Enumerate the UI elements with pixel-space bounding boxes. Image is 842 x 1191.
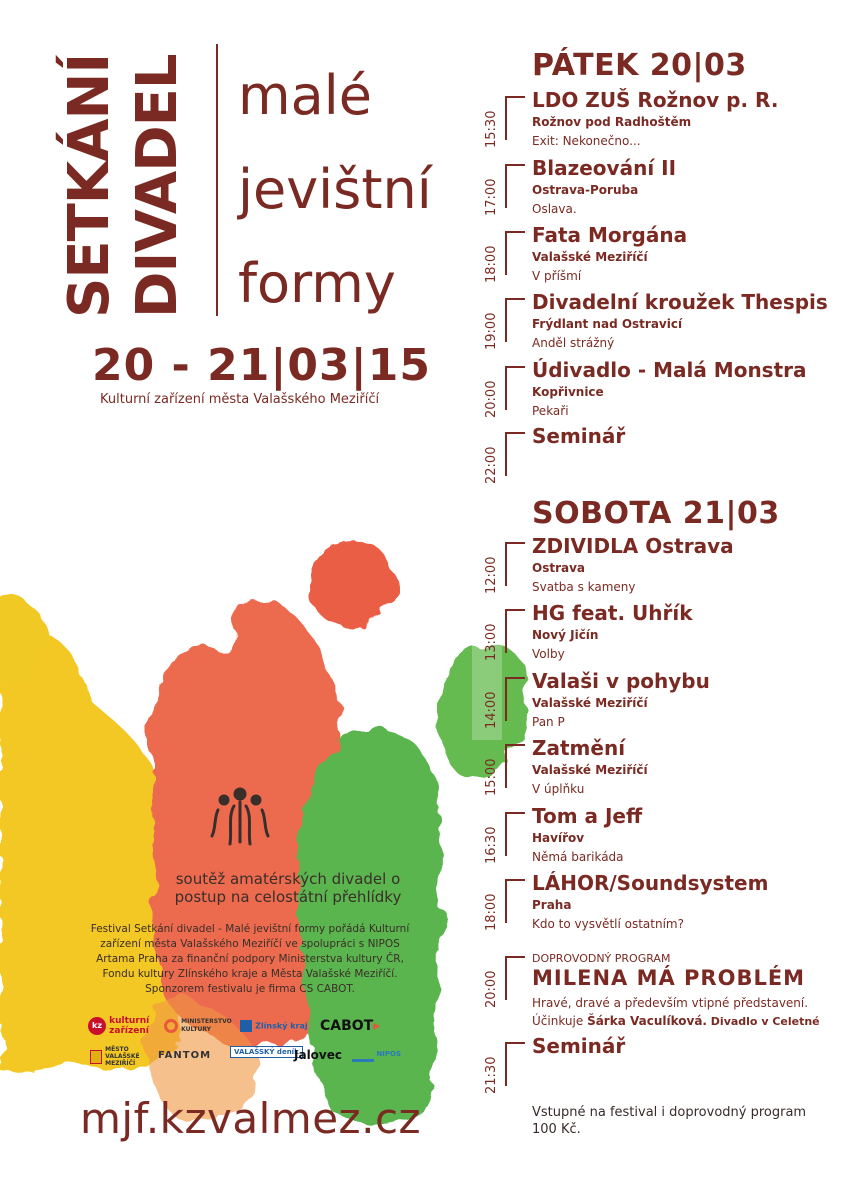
festival-dates: 20 - 21|03|15 — [92, 340, 431, 391]
event-play: Anděl strážný — [532, 336, 615, 350]
event-time: 15:30 — [484, 110, 499, 148]
extra-program-label: DOPROVODNÝ PROGRAM — [532, 952, 671, 965]
ministry-logo-icon — [164, 1019, 178, 1033]
subtitle-word-jevistni: jevištní — [238, 158, 432, 221]
sponsor-cabot: CABOT▸ — [320, 1018, 381, 1034]
event-name: MILENA MÁ PROBLÉM — [532, 966, 806, 990]
event-city: Valašské Meziříčí — [532, 250, 648, 264]
event-name: Fata Morgána — [532, 223, 688, 247]
event-time: 15:00 — [484, 758, 499, 796]
sponsor-kz: kz kulturní zařízení — [88, 1016, 159, 1036]
nipos-logo-icon — [352, 1046, 374, 1062]
sponsor-zlinsky-kraj: Zlínský kraj — [240, 1020, 308, 1032]
cabot-flame-icon: ▸ — [373, 1018, 381, 1034]
admission-info: Vstupné na festival i doprovodný program 100 Kč. — [532, 1105, 807, 1137]
event-friday-4 — [484, 290, 828, 358]
subtitle-word-formy: formy — [238, 252, 396, 315]
event-time: 12:00 — [484, 556, 499, 594]
sponsor-fantom: FANTOM — [158, 1050, 212, 1061]
event-saturday-4 — [484, 736, 824, 804]
event-time: 21:30 — [484, 1056, 499, 1094]
red-circle — [308, 540, 396, 628]
sponsor-mesto: MĚSTO VALAŠSKÉ MEZIŘÍČÍ — [90, 1046, 155, 1067]
event-extra-program — [484, 954, 824, 1034]
title-divadel: DIVADEL — [125, 54, 190, 318]
event-friday-5 — [484, 358, 824, 426]
event-saturday-3 — [484, 669, 824, 737]
event-friday-6 — [484, 424, 824, 492]
event-play: Exit: Nekonečno... — [532, 134, 641, 148]
event-name: Divadelní kroužek Thespis — [532, 290, 828, 314]
subtitle-word-male: malé — [238, 64, 372, 127]
event-time: 16:30 — [484, 826, 499, 864]
theatre-people-icon — [204, 786, 276, 850]
sponsor-nipos: NIPOS — [352, 1046, 401, 1062]
title-divider — [216, 44, 218, 316]
event-play: Svatba s kameny — [532, 580, 636, 594]
event-city: Valašské Meziříčí — [532, 696, 648, 710]
day-heading-saturday: SOBOTA 21|03 — [532, 496, 780, 531]
event-city: Ostrava — [532, 561, 586, 575]
event-time: 17:00 — [484, 178, 499, 216]
event-city: Kopřivnice — [532, 385, 604, 399]
extra-program-description: Hravé, dravé a především vtipné představení. — [532, 996, 809, 1010]
event-city: Praha — [532, 898, 572, 912]
event-play: V příšmí — [532, 269, 582, 283]
event-time: 13:00 — [484, 623, 499, 661]
day-heading-friday: PÁTEK 20|03 — [532, 48, 747, 83]
event-name: ZDIVIDLA Ostrava — [532, 534, 734, 558]
event-name: LDO ZUŠ Rožnov p. R. — [532, 88, 779, 112]
event-play: V úplňku — [532, 782, 585, 796]
event-play: Kdo to vysvětlí ostatním? — [532, 917, 684, 931]
event-city: Nový Jičín — [532, 628, 599, 642]
event-friday-1 — [484, 88, 824, 156]
event-final-seminar — [484, 1034, 824, 1102]
event-time: 18:00 — [484, 893, 499, 931]
website-url[interactable]: mjf.kzvalmez.cz — [80, 1094, 422, 1143]
event-friday-2 — [484, 156, 824, 224]
tagline: soutěž amatérských divadel o postup na celostátní přehlídky — [174, 870, 402, 906]
event-time: 18:00 — [484, 245, 499, 283]
title-setkani: SETKÁNÍ — [57, 53, 122, 318]
festival-info-text: Festival Setkání divadel - Malé jevištní formy pořádá Kulturní zařízení města Valašského Meziříčí ve spolupráci s NIPOS Artama Praha za finanční podpory Ministerstva kultury ČR, Fondu kultury Zlínského kraje a Města Valašské Meziříčí. Sponzorem festivalu je firma CS CABOT. — [90, 923, 410, 995]
event-name: Valaši v pohybu — [532, 669, 710, 693]
zlin-logo-icon — [240, 1020, 252, 1032]
event-name: Zatmění — [532, 736, 626, 760]
event-play: Pekaři — [532, 404, 569, 418]
event-play: Volby — [532, 647, 565, 661]
event-city: Rožnov pod Radhoštěm — [532, 115, 692, 129]
event-time: 20:00 — [484, 380, 499, 418]
event-name: Tom a Jeff — [532, 804, 643, 828]
event-saturday-1 — [484, 534, 824, 602]
event-time: 14:00 — [484, 691, 499, 729]
event-city: Ostrava-Poruba — [532, 183, 639, 197]
kz-logo-icon: kz — [88, 1017, 106, 1035]
event-name: LÁHOR/Soundsystem — [532, 871, 769, 895]
event-saturday-5 — [484, 804, 824, 872]
event-saturday-2 — [484, 601, 824, 669]
event-play: Pan P — [532, 715, 565, 729]
event-name: Údivadlo - Malá Monstra — [532, 358, 807, 382]
sponsor-jalovec: Jalovec — [294, 1048, 342, 1062]
event-name: HG feat. Uhřík — [532, 601, 693, 625]
event-name: Seminář — [532, 1034, 626, 1058]
event-play: Němá barikáda — [532, 850, 624, 864]
event-city: Valašské Meziříčí — [532, 763, 648, 777]
festival-venue: Kulturní zařízení města Valašského Meziříčí — [100, 392, 380, 407]
event-name: Blazeování II — [532, 156, 677, 180]
event-time: 22:00 — [484, 446, 499, 484]
event-play: Oslava. — [532, 202, 577, 216]
event-saturday-6 — [484, 871, 824, 939]
extra-program-performer: Účinkuje Šárka Vaculíková. Divadlo v Celetné — [532, 1014, 820, 1028]
event-time: 19:00 — [484, 312, 499, 350]
event-city: Frýdlant nad Ostravicí — [532, 317, 683, 331]
sponsor-ministerstvo: MINISTERSTVO KULTURY — [164, 1018, 225, 1034]
event-friday-3 — [484, 223, 824, 291]
city-crest-icon — [90, 1050, 102, 1064]
sponsor-denik: VALAŠSKÝ deník — [230, 1046, 303, 1058]
event-time: 20:00 — [484, 970, 499, 1008]
event-name: Seminář — [532, 424, 626, 448]
event-city: Havířov — [532, 831, 585, 845]
